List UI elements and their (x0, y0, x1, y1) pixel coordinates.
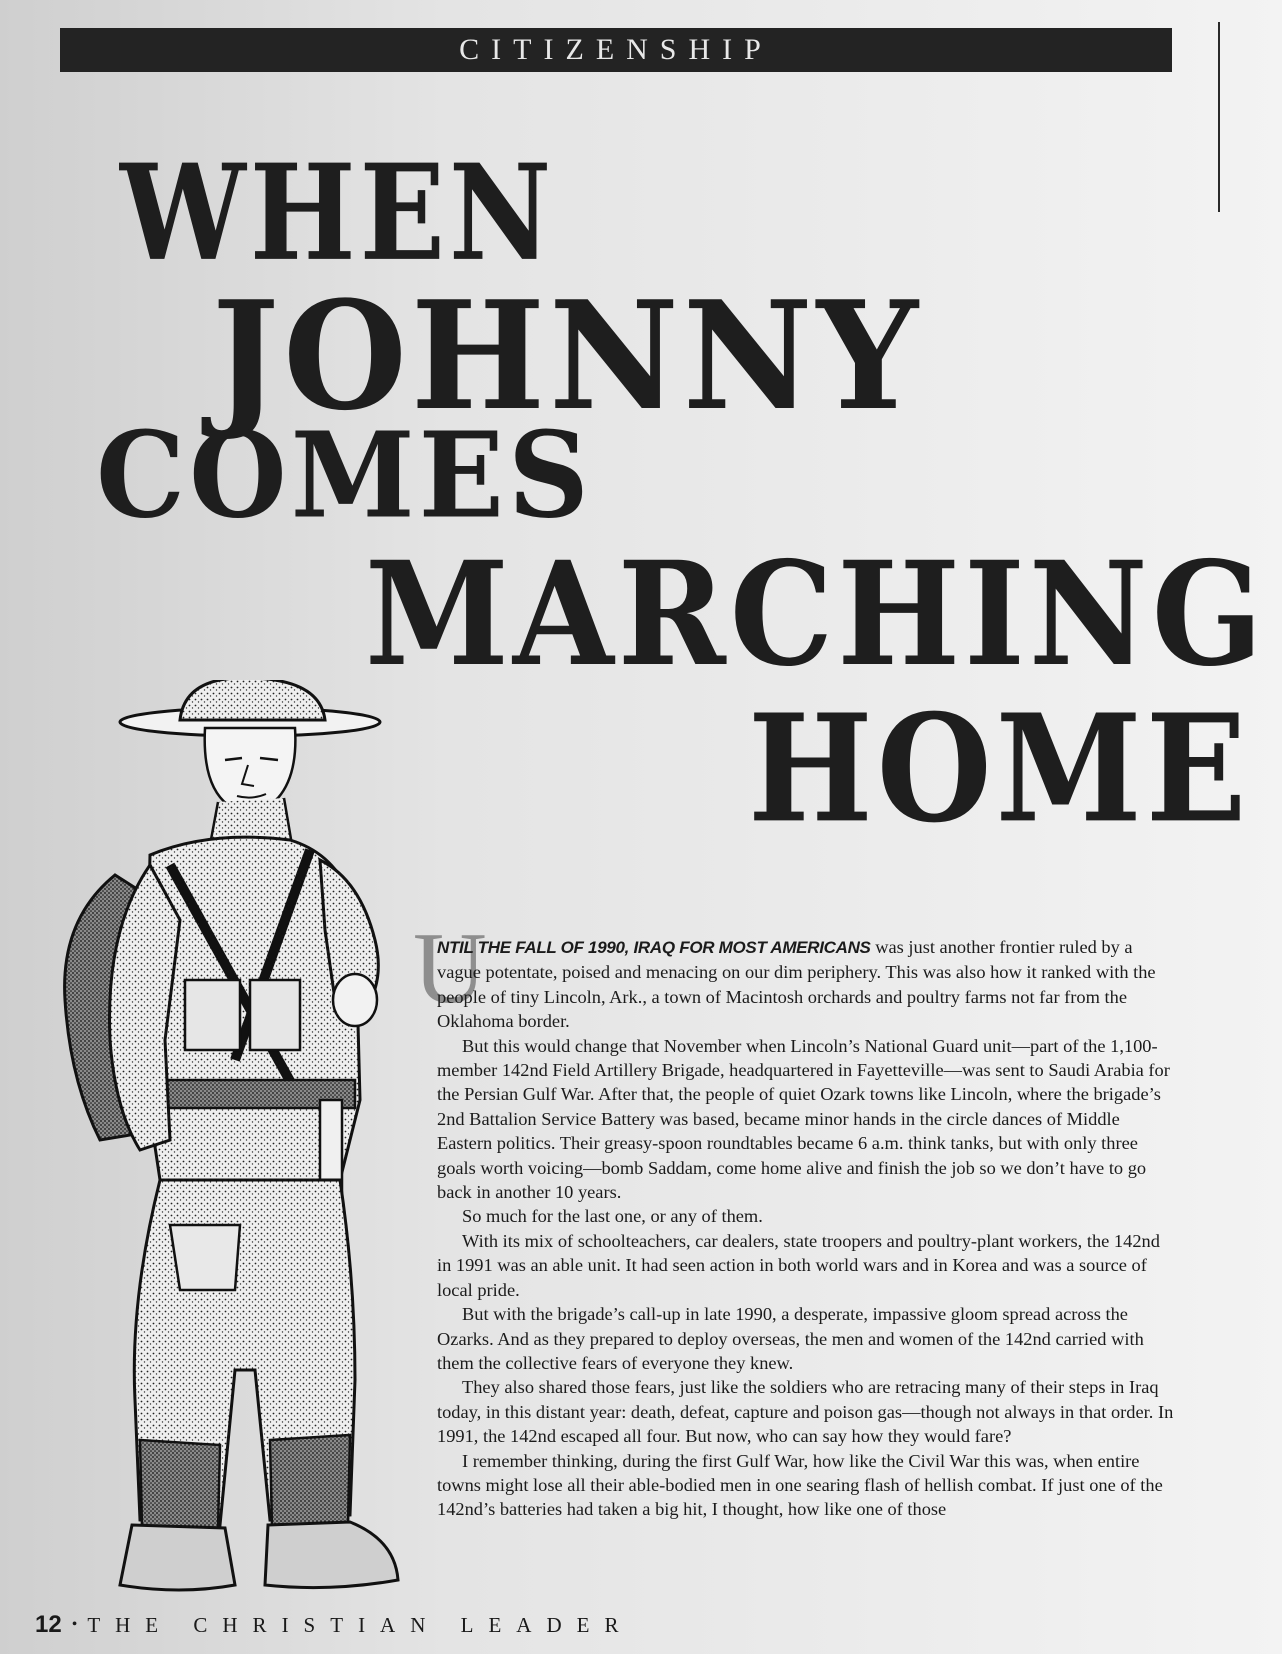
article-paragraph-5: But with the brigade’s call-up in late 1990, a desperate, impassive gloom spread across the Ozarks. And as they prepared to deploy overseas, the men and women of the 142nd carried with them the collective fears of everyone they knew. (437, 1304, 1144, 1373)
page-number: 12 (35, 1611, 62, 1638)
article-paragraph-3: So much for the last one, or any of them. (462, 1206, 763, 1227)
article-paragraph-6: They also shared those fears, just like the soldiers who are retracing many of their steps in Iraq today, in this distant year: death, defeat, capture and poison gas—though not always in that order. In 1991, the 142nd escaped all four. But now, who can say how they would fare? (437, 1377, 1174, 1447)
article-body (437, 935, 1177, 1522)
lead-in-text: NTIL THE FALL OF 1990, IRAQ FOR MOST AMERICANS (437, 938, 871, 957)
headline-line-5: HOME (748, 682, 1251, 857)
drop-cap: U (413, 912, 487, 1025)
headline-line-4: MARCHING (365, 529, 1267, 699)
paragraph-1-text: was just another frontier ruled by a vague potentate, poised and menacing on our dim periphery. This was also how it ranked with the people of tiny Lincoln, Ark., a town of Macintosh orchards and poultry farms not far from the Oklahoma border. (437, 937, 1156, 1032)
headline-line-2: JOHNNY (212, 269, 923, 444)
section-header-bar (60, 28, 1172, 72)
headline-line-3: COMES (96, 407, 593, 546)
margin-rule (1218, 22, 1220, 212)
article-paragraph-1 (437, 935, 1177, 1034)
soldier-illustration-icon (20, 680, 440, 1630)
publication-name: THE CHRISTIAN LEADER (87, 1612, 634, 1637)
section-label: CITIZENSHIP (459, 33, 773, 66)
page-footer (35, 1610, 633, 1640)
article-paragraph-7: I remember thinking, during the first Gulf War, how like the Civil War this was, when entire towns might lose all their able-bodied men in one searing flash of hellish combat. If just one of the 142nd’s batteries had taken a big hit, I thought, how like one of those (437, 1450, 1163, 1520)
article-paragraph-4: With its mix of schoolteachers, car dealers, state troopers and poultry-plant workers, the 142nd in 1991 was an able unit. It had seen action in both world wars and in Korea and was a source of local pride. (437, 1230, 1160, 1300)
article-paragraph-2: But this would change that November when Lincoln’s National Guard unit—part of the 1,100-member 142nd Field Artillery Brigade, headquartered in Fayetteville—was sent to Saudi Arabia for the Persian Gulf War. After that, the people of quiet Ozark towns like Lincoln, where the brigade’s 2nd Battalion Service Battery was based, became minor hands in the circle dances of Middle Eastern politics. Their greasy-spoon roundtables became 6 a.m. think tanks, but with only three goals worth voicing—bomb Saddam, come home alive and finish the job so we don’t have to go back in another 10 years. (437, 1035, 1170, 1203)
footer-bullet: • (71, 1616, 78, 1633)
headline-line-1: WHEN (120, 136, 556, 291)
